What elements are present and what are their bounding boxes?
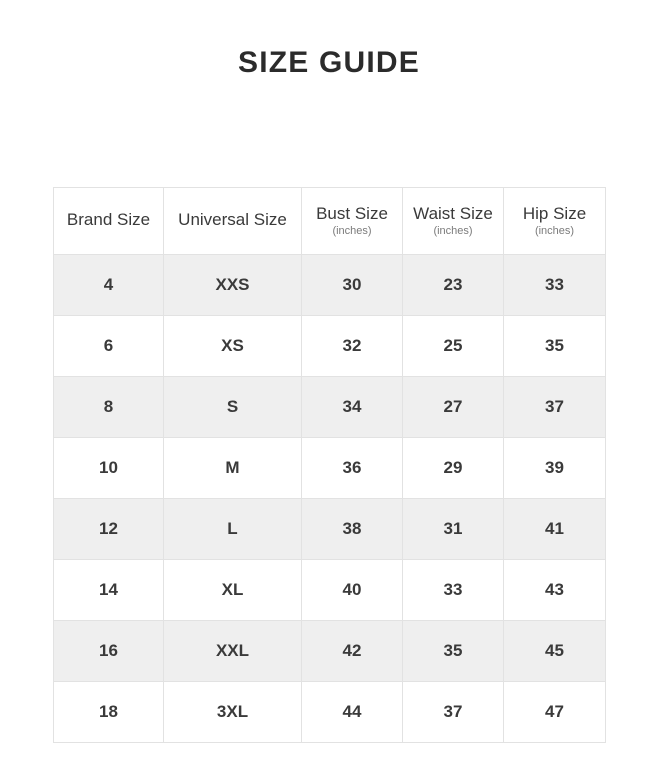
cell-bust-size: 36 (302, 438, 403, 499)
column-header-hip-size (504, 188, 606, 255)
column-header-brand-size (54, 188, 164, 255)
table-row (54, 682, 606, 743)
cell-waist-size: 37 (403, 682, 504, 743)
column-header-label: Universal Size (178, 210, 287, 230)
table-row (54, 621, 606, 682)
column-header-label: Hip Size (522, 203, 587, 223)
cell-brand-size: 4 (54, 255, 164, 316)
cell-bust-size: 32 (302, 316, 403, 377)
column-header-waist-size (403, 188, 504, 255)
cell-bust-size: 30 (302, 255, 403, 316)
cell-hip-size: 37 (504, 377, 606, 438)
column-header-label: Waist Size (413, 203, 493, 223)
cell-universal-size: XXS (164, 255, 302, 316)
table-row (54, 377, 606, 438)
cell-waist-size: 35 (403, 621, 504, 682)
cell-hip-size: 43 (504, 560, 606, 621)
table-row (54, 438, 606, 499)
cell-waist-size: 27 (403, 377, 504, 438)
cell-brand-size: 6 (54, 316, 164, 377)
table-header (54, 188, 606, 255)
column-header-unit: (inches) (534, 225, 575, 238)
table-row (54, 560, 606, 621)
cell-bust-size: 38 (302, 499, 403, 560)
table-row (54, 316, 606, 377)
cell-brand-size: 18 (54, 682, 164, 743)
column-header-label: Brand Size (66, 210, 151, 230)
column-header-universal-size (164, 188, 302, 255)
cell-universal-size: M (164, 438, 302, 499)
cell-brand-size: 14 (54, 560, 164, 621)
column-header-bust-size (302, 188, 403, 255)
size-guide-table-wrapper (53, 187, 605, 743)
cell-universal-size: L (164, 499, 302, 560)
cell-hip-size: 35 (504, 316, 606, 377)
cell-hip-size: 39 (504, 438, 606, 499)
cell-waist-size: 25 (403, 316, 504, 377)
cell-universal-size: S (164, 377, 302, 438)
cell-brand-size: 16 (54, 621, 164, 682)
cell-universal-size: 3XL (164, 682, 302, 743)
cell-bust-size: 34 (302, 377, 403, 438)
table-row (54, 255, 606, 316)
cell-universal-size: XS (164, 316, 302, 377)
cell-waist-size: 31 (403, 499, 504, 560)
cell-hip-size: 33 (504, 255, 606, 316)
cell-waist-size: 29 (403, 438, 504, 499)
cell-hip-size: 41 (504, 499, 606, 560)
cell-universal-size: XL (164, 560, 302, 621)
cell-waist-size: 23 (403, 255, 504, 316)
cell-hip-size: 47 (504, 682, 606, 743)
cell-universal-size: XXL (164, 621, 302, 682)
cell-bust-size: 42 (302, 621, 403, 682)
cell-brand-size: 8 (54, 377, 164, 438)
cell-hip-size: 45 (504, 621, 606, 682)
cell-bust-size: 40 (302, 560, 403, 621)
cell-bust-size: 44 (302, 682, 403, 743)
column-header-unit: (inches) (433, 225, 473, 238)
table-row (54, 499, 606, 560)
column-header-label: Bust Size (316, 203, 388, 223)
page-title: SIZE GUIDE (237, 46, 421, 79)
cell-waist-size: 33 (403, 560, 504, 621)
cell-brand-size: 12 (54, 499, 164, 560)
size-guide-page (0, 46, 658, 780)
table-header-row (54, 188, 606, 255)
table-body (54, 255, 606, 743)
size-guide-table (53, 187, 606, 743)
column-header-unit: (inches) (332, 225, 372, 238)
cell-brand-size: 10 (54, 438, 164, 499)
